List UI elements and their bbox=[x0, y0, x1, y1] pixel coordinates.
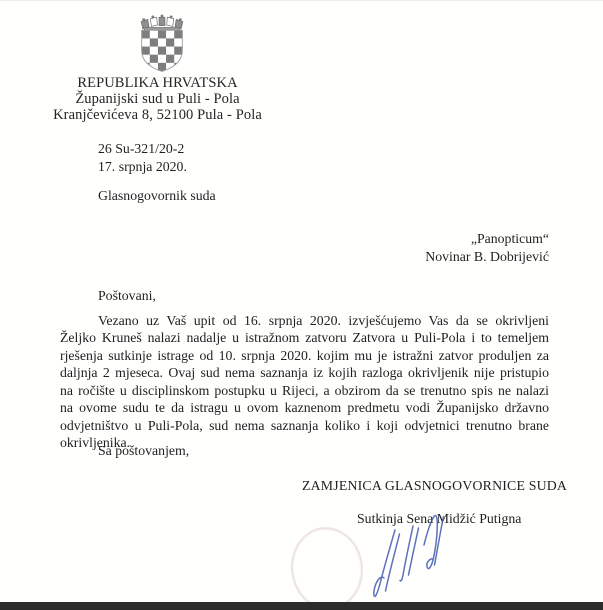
salutation: Poštovani, bbox=[98, 288, 156, 303]
signer-title: ZAMJENICA GLASNOGOVORNICE SUDA bbox=[302, 478, 568, 493]
addressee-organization: „Panopticum“ bbox=[470, 231, 549, 246]
letterhead-court: Županijski sud u Puli - Pola bbox=[75, 91, 240, 107]
addressee-person: Novinar B. Dobrijević bbox=[425, 248, 549, 264]
croatian-coat-of-arms-icon bbox=[139, 14, 185, 73]
sender-role: Glasnogovornik suda bbox=[98, 188, 216, 203]
letter-date: 17. srpnja 2020. bbox=[98, 158, 187, 174]
closing-phrase: Sa poštovanjem, bbox=[98, 443, 190, 458]
signer-name: Sutkinja Sena Midžić Putigna bbox=[357, 511, 522, 526]
letterhead-address: Kranjčevićeva 8, 52100 Pula - Pola bbox=[53, 107, 262, 123]
letterhead-country: REPUBLIKA HRVATSKA bbox=[77, 75, 238, 91]
scan-edge-bar bbox=[0, 602, 603, 610]
case-number: 26 Su-321/20-2 bbox=[98, 141, 185, 156]
stamp-impression bbox=[286, 523, 368, 610]
body-paragraph: Vezano uz Vaš upit od 16. srpnja 2020. izvješćujemo Vas da se okrivljeni Željko Kruneš nalazi nadalje u istražnom zatvoru Zatvora u Puli-Pola i to temeljem rješenja sutkinje istrage od 10. srpnja 2020. kojim mu je istražni zatvor produljen za daljnja 2 mjeseca. Ovaj sud nema saznanja iz kojih razloga okrivljenik nije pristupio na ročište u disciplinskom postupku u Rijeci, a obzirom da se trenutno spis ne nalazi na ovome sudu te da istragu u ovom kaznenom predmetu vodi Županijsko državno odvjetništvo u Puli-Pola, sud nema saznanja koliko i koji odvjetnici trenutno brane okrivljenika. bbox=[60, 313, 549, 451]
reference-block bbox=[98, 140, 187, 175]
addressee-block bbox=[425, 230, 549, 265]
letterhead bbox=[30, 75, 285, 123]
handwritten-signature bbox=[361, 514, 473, 606]
